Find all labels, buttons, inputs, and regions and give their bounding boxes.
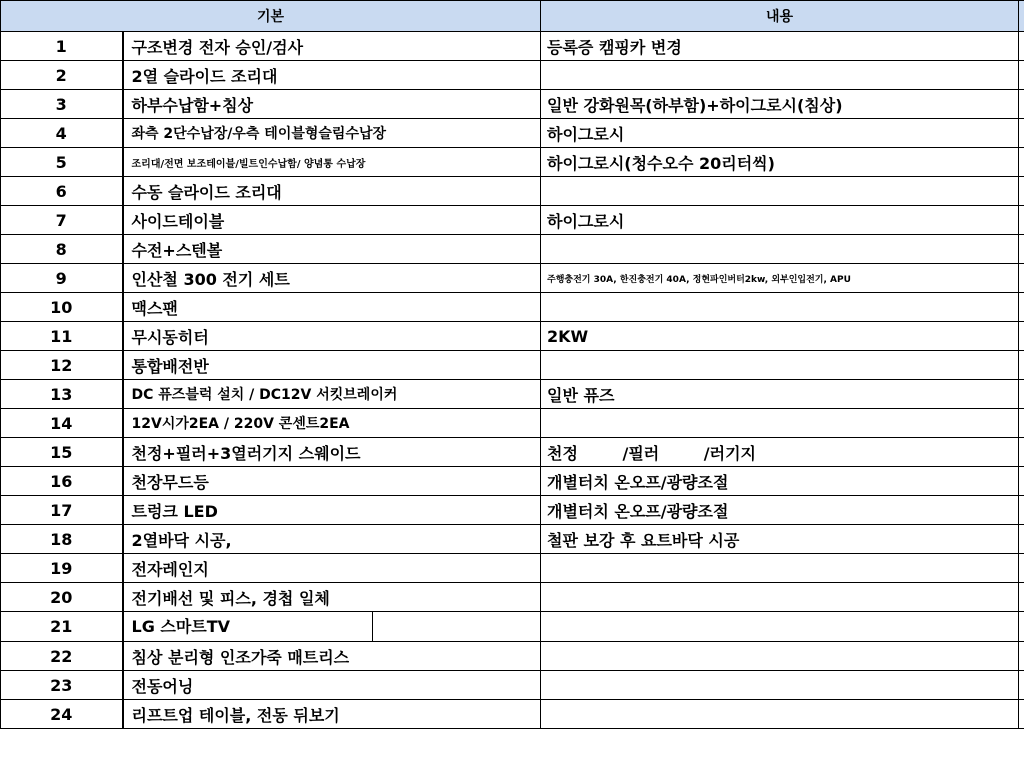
content-cell xyxy=(541,235,1019,264)
edge-cell xyxy=(1019,700,1024,729)
item-cell: 리프트업 테이블, 전동 뒤보기 xyxy=(123,700,541,729)
item-split xyxy=(132,612,537,641)
edge-cell xyxy=(1019,612,1024,642)
cell-divider xyxy=(372,612,373,641)
edge-cell xyxy=(1019,583,1024,612)
table-row xyxy=(1,612,1024,642)
row-number: 5 xyxy=(1,148,123,177)
item-cell: 하부수납함+침상 xyxy=(123,90,541,119)
table-row xyxy=(1,438,1024,467)
edge-cell xyxy=(1019,322,1024,351)
row-number: 22 xyxy=(1,642,123,671)
item-cell: 구조변경 전자 승인/검사 xyxy=(123,32,541,61)
header-content: 내용 xyxy=(541,1,1019,32)
row-number: 19 xyxy=(1,554,123,583)
row-number: 4 xyxy=(1,119,123,148)
item-cell: 인산철 300 전기 세트 xyxy=(123,264,541,293)
table-row xyxy=(1,351,1024,380)
item-cell: 12V시가2EA / 220V 콘센트2EA xyxy=(123,409,541,438)
row-number: 2 xyxy=(1,61,123,90)
edge-cell xyxy=(1019,61,1024,90)
item-cell: 전기배선 및 피스, 경첩 일체 xyxy=(123,583,541,612)
content-cell: 개별터치 온오프/광량조절 xyxy=(541,496,1019,525)
row-number: 14 xyxy=(1,409,123,438)
item-text: LG 스마트TV xyxy=(131,617,231,636)
row-number: 6 xyxy=(1,177,123,206)
edge-cell xyxy=(1019,351,1024,380)
content-cell xyxy=(541,409,1019,438)
item-cell: 트렁크 LED xyxy=(123,496,541,525)
table-row xyxy=(1,177,1024,206)
row-number: 17 xyxy=(1,496,123,525)
table-row xyxy=(1,322,1024,351)
edge-cell xyxy=(1019,206,1024,235)
edge-cell xyxy=(1019,554,1024,583)
item-cell: 조리대/전면 보조테이블/빌트인수납함/ 양념통 수납장 xyxy=(123,148,541,177)
content-cell: 2KW xyxy=(541,322,1019,351)
content-cell: 하이그로시 xyxy=(541,119,1019,148)
row-number: 18 xyxy=(1,525,123,554)
table-row xyxy=(1,148,1024,177)
content-cell xyxy=(541,612,1019,642)
row-number: 10 xyxy=(1,293,123,322)
edge-cell xyxy=(1019,1,1024,32)
content-cell xyxy=(541,293,1019,322)
row-number: 20 xyxy=(1,583,123,612)
content-cell xyxy=(541,61,1019,90)
item-cell: 좌측 2단수납장/우측 테이블형슬림수납장 xyxy=(123,119,541,148)
row-number: 15 xyxy=(1,438,123,467)
item-cell: 천장무드등 xyxy=(123,467,541,496)
item-cell: DC 퓨즈블럭 설치 / DC12V 서킷브레이커 xyxy=(123,380,541,409)
item-cell: 통합배전반 xyxy=(123,351,541,380)
edge-cell xyxy=(1019,264,1024,293)
item-cell: 무시동히터 xyxy=(123,322,541,351)
item-cell: 맥스팬 xyxy=(123,293,541,322)
table-row xyxy=(1,293,1024,322)
content-cell: 주행충전기 30A, 한진충전기 40A, 정현파인버터2kw, 외부인입전기, APU xyxy=(541,264,1019,293)
table-row xyxy=(1,90,1024,119)
edge-cell xyxy=(1019,409,1024,438)
content-cell xyxy=(541,671,1019,700)
table-row xyxy=(1,409,1024,438)
row-number: 11 xyxy=(1,322,123,351)
edge-cell xyxy=(1019,438,1024,467)
content-cell xyxy=(541,583,1019,612)
table-row xyxy=(1,264,1024,293)
item-cell: 전동어닝 xyxy=(123,671,541,700)
row-number: 8 xyxy=(1,235,123,264)
row-number: 9 xyxy=(1,264,123,293)
table-row xyxy=(1,380,1024,409)
content-cell: 철판 보강 후 요트바닥 시공 xyxy=(541,525,1019,554)
header-basic: 기본 xyxy=(1,1,541,32)
content-cell xyxy=(541,700,1019,729)
row-number: 16 xyxy=(1,467,123,496)
edge-cell xyxy=(1019,90,1024,119)
content-cell: 등록증 캠핑카 변경 xyxy=(541,32,1019,61)
table-row xyxy=(1,61,1024,90)
table-row xyxy=(1,583,1024,612)
item-cell xyxy=(123,612,541,642)
row-number: 3 xyxy=(1,90,123,119)
table-row xyxy=(1,642,1024,671)
edge-cell xyxy=(1019,642,1024,671)
content-cell xyxy=(541,554,1019,583)
table-row xyxy=(1,206,1024,235)
content-cell: 일반 퓨즈 xyxy=(541,380,1019,409)
item-cell: 수전+스텐볼 xyxy=(123,235,541,264)
edge-cell xyxy=(1019,148,1024,177)
table-row xyxy=(1,32,1024,61)
content-cell: 개별터치 온오프/광량조절 xyxy=(541,467,1019,496)
item-cell: 수동 슬라이드 조리대 xyxy=(123,177,541,206)
item-cell: 천정+필러+3열러기지 스웨이드 xyxy=(123,438,541,467)
row-number: 24 xyxy=(1,700,123,729)
edge-cell xyxy=(1019,380,1024,409)
edge-cell xyxy=(1019,32,1024,61)
item-cell: 2열 슬라이드 조리대 xyxy=(123,61,541,90)
table-row xyxy=(1,554,1024,583)
table-row xyxy=(1,235,1024,264)
content-cell xyxy=(541,351,1019,380)
edge-cell xyxy=(1019,467,1024,496)
table-row xyxy=(1,119,1024,148)
row-number: 23 xyxy=(1,671,123,700)
table-row xyxy=(1,525,1024,554)
table-row xyxy=(1,467,1024,496)
edge-cell xyxy=(1019,235,1024,264)
content-cell: 하이그로시 xyxy=(541,206,1019,235)
header-row xyxy=(1,1,1024,32)
edge-cell xyxy=(1019,496,1024,525)
edge-cell xyxy=(1019,119,1024,148)
item-cell: 침상 분리형 인조가죽 매트리스 xyxy=(123,642,541,671)
row-number: 7 xyxy=(1,206,123,235)
content-cell xyxy=(541,642,1019,671)
item-cell: 사이드테이블 xyxy=(123,206,541,235)
content-cell: 하이그로시(청수오수 20리터씩) xyxy=(541,148,1019,177)
item-cell: 2열바닥 시공, xyxy=(123,525,541,554)
table-row xyxy=(1,700,1024,729)
row-number: 1 xyxy=(1,32,123,61)
content-cell: 일반 강화원목(하부함)+하이그로시(침상) xyxy=(541,90,1019,119)
content-cell: 천정 /필러 /러기지 xyxy=(541,438,1019,467)
item-cell: 전자레인지 xyxy=(123,554,541,583)
edge-cell xyxy=(1019,671,1024,700)
content-cell xyxy=(541,177,1019,206)
row-number: 12 xyxy=(1,351,123,380)
edge-cell xyxy=(1019,177,1024,206)
table-row xyxy=(1,671,1024,700)
table-row xyxy=(1,496,1024,525)
edge-cell xyxy=(1019,525,1024,554)
edge-cell xyxy=(1019,293,1024,322)
row-number: 13 xyxy=(1,380,123,409)
row-number: 21 xyxy=(1,612,123,642)
